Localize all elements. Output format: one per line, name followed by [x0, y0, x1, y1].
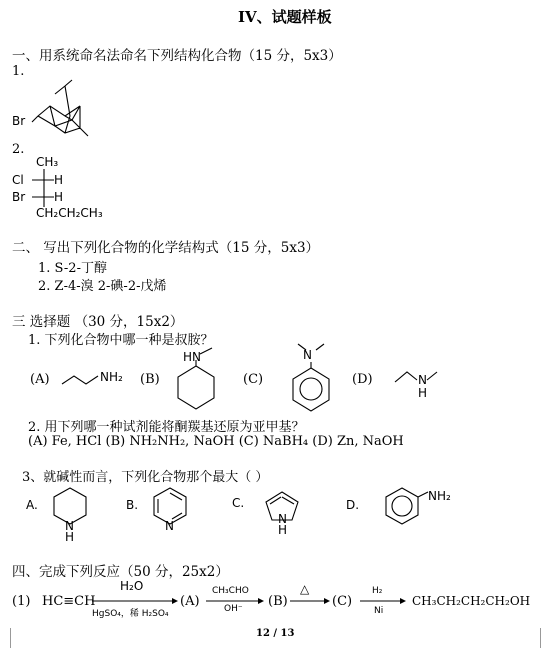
pyrrole-h-label: H [278, 523, 288, 537]
section3-heading: 三 选择题 （30 分，15x2） [12, 314, 184, 330]
s1-q2-chain: CH₂CH₂CH₃ [36, 206, 103, 220]
s4-q1-reagent1-bottom: HgSO₄，稀 H₂SO₄ [92, 609, 169, 619]
s4-q1-reagent4-top: H₂ [372, 586, 383, 596]
cyclohexylmethylamine-structure [170, 346, 230, 416]
aniline-nh2-label: NH₂ [428, 489, 451, 503]
propylamine-nh2-label: NH₂ [100, 370, 123, 384]
s4-q1-reagent3-top: △ [300, 582, 310, 596]
section4-heading: 四、完成下列反应（50 分，25x2） [12, 564, 229, 580]
crop-mark-bottom-right [540, 628, 551, 648]
s4-q1-number: (1) [12, 594, 31, 609]
s3-q3-option-c: C. [232, 496, 245, 510]
ethylmethylamine-h-label: H [418, 386, 428, 400]
pyrrole-n-label: N [278, 512, 287, 526]
s3-q1-option-a: (A) [30, 372, 50, 387]
dimethylaniline-structure [280, 342, 340, 416]
s3-q1-option-d: (D) [352, 372, 373, 387]
s4-q1-product: CH₃CH₂CH₂CH₂OH [412, 594, 531, 608]
section2-heading: 二、 写出下列化合物的化学结构式（15 分，5x3） [12, 240, 320, 256]
s3-q2-options: (A) Fe, HCl (B) NH₂NH₂, NaOH (C) NaBH₄ (D) Zn, NaOH [28, 434, 404, 449]
s3-q1-option-c: (C) [243, 372, 264, 387]
piperidine-n-label: N [65, 519, 74, 533]
s4-q1-reagent2-bottom: OH⁻ [224, 604, 243, 614]
s1-q2-number: 2. [12, 142, 25, 157]
s1-q2-h2: H [54, 190, 64, 204]
s3-q3-option-d: D. [346, 498, 360, 512]
crop-mark-bottom-left [0, 628, 11, 648]
s4-q1-c: (C) [332, 594, 353, 609]
s1-q1-br-label: Br [12, 114, 26, 128]
s3-q1-text: 1. 下列化合物中哪一种是叔胺？ [28, 333, 214, 348]
s2-item-2: 2. Z-4-溴 2-碘-2-戊烯 [38, 279, 167, 294]
s1-q2-fischer-lines [20, 165, 80, 225]
section1-heading: 一、用系统命名法命名下列结构化合物（15 分，5x3） [12, 48, 342, 64]
s3-q3-option-b: B. [126, 498, 139, 512]
s1-q2-br: Br [12, 190, 26, 204]
s4-q1-reagent1-top: H₂O [120, 579, 144, 593]
s4-q1-reagent2-top: CH₃CHO [212, 586, 249, 596]
document-title: IV、试题样板 [238, 8, 332, 26]
piperidine-h-label: H [65, 530, 75, 544]
s1-q2-ch3: CH₃ [36, 155, 59, 169]
s1-q2-h1: H [54, 173, 64, 187]
cyclohexylmethylamine-hn-label: HN [183, 350, 201, 364]
s4-q1-b: (B) [268, 594, 288, 609]
s4-arrow-4 [360, 596, 406, 606]
s3-q1-option-b: (B) [140, 372, 160, 387]
ethylmethylamine-n-label: N [418, 373, 427, 387]
s3-q3-option-a: A. [26, 498, 38, 512]
s4-q1-a: (A) [180, 594, 200, 609]
dimethylaniline-n-label: N [303, 348, 312, 362]
s3-q3-text: 3、就碱性而言，下列化合物那个最大（ ） [22, 470, 269, 485]
s2-item-1: 1. S-2-丁醇 [38, 261, 107, 276]
s4-arrow-3 [290, 596, 330, 606]
s4-q1-reactant: HC≡CH [42, 594, 96, 609]
s3-q2-text: 2. 用下列哪一种试剂能将酮羰基还原为亚甲基？ [28, 420, 305, 435]
s4-arrow-1 [92, 596, 178, 606]
s1-q2-cl: Cl [12, 173, 24, 187]
s1-q1-number: 1. [12, 64, 25, 79]
pyridine-n-label: N [165, 519, 174, 533]
s4-q1-reagent4-bottom: Ni [374, 606, 384, 616]
page-number: 12 / 13 [256, 628, 295, 639]
